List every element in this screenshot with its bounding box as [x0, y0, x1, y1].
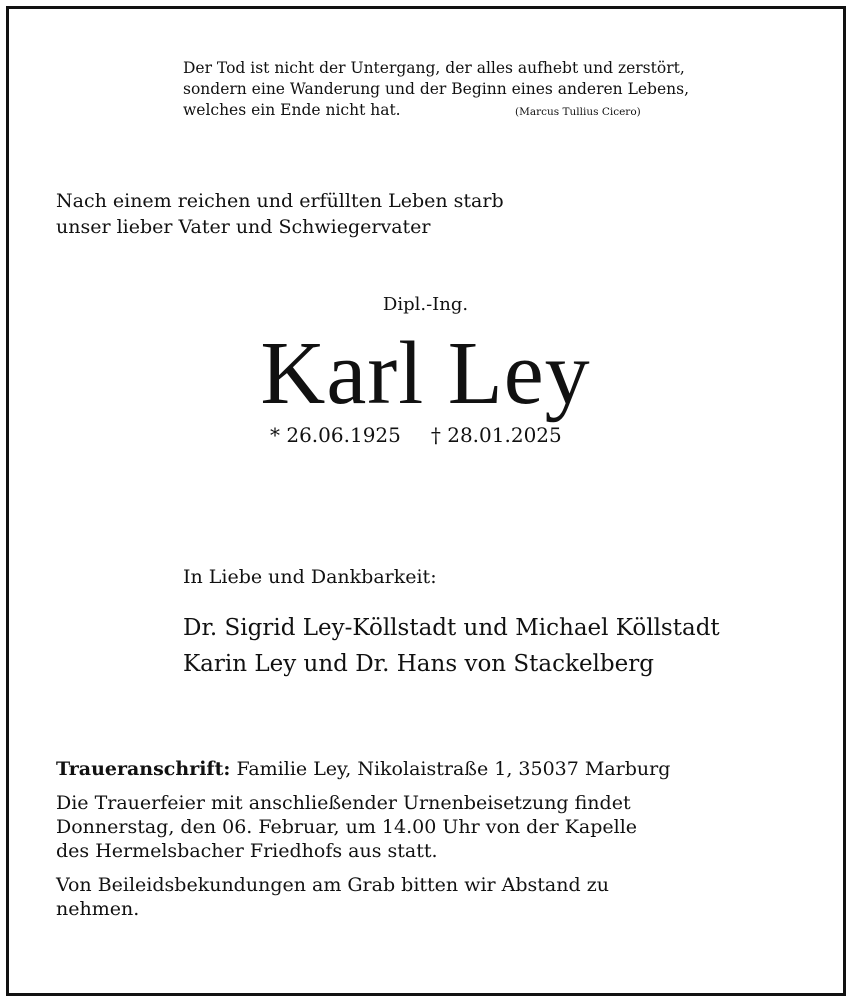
quote-line: Der Tod ist nicht der Untergang, der alles aufhebt und zerstört,	[183, 59, 685, 77]
address-line	[56, 757, 670, 781]
ceremony-line: des Hermelsbacher Friedhofs aus statt.	[56, 840, 438, 862]
ceremony-line: Donnerstag, den 06. Februar, um 14.00 Uhr von der Kapelle	[56, 816, 638, 838]
mourners-intro: In Liebe und Dankbarkeit:	[183, 566, 437, 588]
intro-line: unser lieber Vater und Schwiegervater	[56, 216, 431, 238]
mourner-name: Dr. Sigrid Ley-Köllstadt und Michael Köllstadt	[183, 615, 720, 641]
ceremony-text	[56, 791, 670, 863]
ceremony-line: Die Trauerfeier mit anschließender Urnenbeisetzung findet	[56, 792, 631, 814]
condolence-line: nehmen.	[56, 898, 140, 920]
condolence-line: Von Beileidsbekundungen am Grab bitten wir Abstand zu	[56, 874, 609, 896]
funeral-info	[56, 757, 670, 931]
birth-date: * 26.06.1925	[270, 423, 401, 447]
deceased-name: Karl Ley	[260, 324, 591, 423]
quote-source: (Marcus Tullius Cicero)	[515, 106, 641, 118]
intro-line: Nach einem reichen und erfüllten Leben starb	[56, 190, 504, 212]
life-dates	[270, 423, 562, 447]
quote-block	[183, 58, 689, 121]
death-date: † 28.01.2025	[430, 423, 562, 447]
academic-title: Dipl.-Ing.	[382, 294, 469, 315]
quote-line: welches ein Ende nicht hat.	[183, 101, 401, 119]
intro-text	[56, 188, 504, 240]
quote-line: sondern eine Wanderung und der Beginn eines anderen Lebens,	[183, 80, 690, 98]
address-label: Traueranschrift:	[56, 758, 231, 780]
mourners-list	[183, 610, 720, 682]
address-text: Familie Ley, Nikolaistraße 1, 35037 Marburg	[236, 758, 671, 780]
condolence-text	[56, 873, 670, 921]
mourner-name: Karin Ley und Dr. Hans von Stackelberg	[183, 651, 654, 677]
